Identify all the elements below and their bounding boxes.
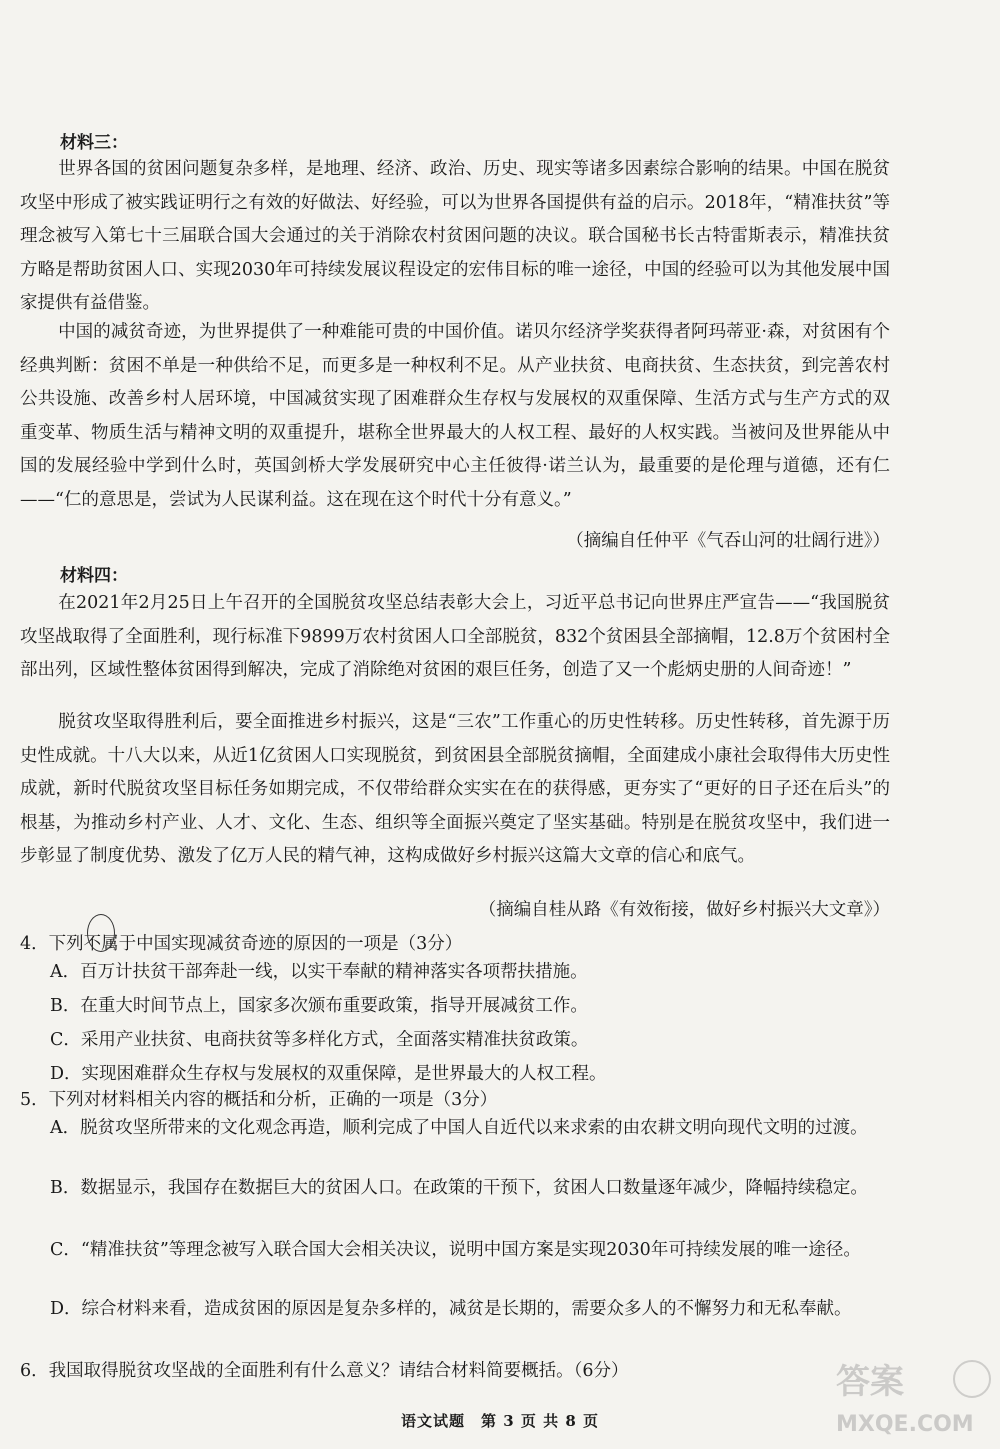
- question-5-stem: 5．下列对材料相关内容的概括和分析，正确的一项是（3分）: [20, 1090, 498, 1110]
- material3-paragraph-1: 世界各国的贫困问题复杂多样，是地理、经济、政治、历史、现实等诸多因素综合影响的结果。中国在脱贫攻坚中形成了被实践证明行之有效的好做法、好经验，可以为世界各国提供有益的启示。2018年，“精准扶贫”等理念被写入第七十三届联合国大会通过的关于消除农村贫困问题的决议。联合国秘书长古特雷斯表示，精准扶贫方略是帮助贫困人口、实现2030年可持续发展议程设定的宏伟目标的唯一途径，中国的经验可以为其他发展中国家提供有益借鉴。: [20, 159, 890, 313]
- material3-paragraph-2: 中国的减贫奇迹，为世界提供了一种难能可贵的中国价值。诺贝尔经济学奖获得者阿玛蒂亚·森，对贫困有个经典判断：贫困不单是一种供给不足，而更多是一种权利不足。从产业扶贫、电商扶贫、生态扶贫，到完善农村公共设施、改善乡村人居环境，中国减贫实现了困难群众生存权与发展权的双重保障、生活方式与生产方式的双重变革、物质生活与精神文明的双重提升，堪称全世界最大的人权工程、最好的人权实践。当被问及世界能从中国的发展经验中学到什么时，英国剑桥大学发展研究中心主任彼得·诺兰认为，最重要的是伦理与道德，还有仁——“仁的意思是，尝试为人民谋利益。这在现在这个时代十分有意义。”: [20, 322, 890, 510]
- material4-paragraph-1: 在2021年2月25日上午召开的全国脱贫攻坚总结表彰大会上，习近平总书记向世界庄严宣告——“我国脱贫攻坚战取得了全面胜利，现行标准下9899万农村贫困人口全部脱贫，832个贫困县全部摘帽，12.8万个贫困村全部出列，区域性整体贫困得到解决，完成了消除绝对贫困的艰巨任务，创造了又一个彪炳史册的人间奇迹！”: [20, 593, 890, 680]
- material4-paragraph-2: 脱贫攻坚取得胜利后，要全面推进乡村振兴，这是“三农”工作重心的历史性转移。历史性转移，首先源于历史性成就。十八大以来，从近1亿贫困人口实现脱贫，到贫困县全部脱贫摘帽，全面建成小康社会取得伟大历史性成就，新时代脱贫攻坚目标任务如期完成，不仅带给群众实实在在的获得感，更夯实了“更好的日子还在后头”的根基，为推动乡村产业、人才、文化、生态、组织等全面振兴奠定了坚实基础。特别是在脱贫攻坚中，我们进一步彰显了制度优势、激发了亿万人民的精气神，这构成做好乡村振兴这篇大文章的信心和底气。: [20, 712, 890, 866]
- question-5-option-c: C．“精准扶贫”等理念被写入联合国大会相关决议，说明中国方案是实现2030年可持续发展的唯一途径。: [50, 1240, 861, 1260]
- material4-heading: 材料四：: [60, 566, 128, 586]
- watermark-text-cn: 答案: [836, 1362, 904, 1402]
- question-5-option-a: A．脱贫攻坚所带来的文化观念再造，顺利完成了中国人自近代以来求索的由农耕文明向现代文明的过渡。: [50, 1118, 868, 1138]
- material3-heading: 材料三：: [60, 133, 128, 153]
- question-5-option-b: B．数据显示，我国存在数据巨大的贫困人口。在政策的干预下，贫困人口数量逐年减少，降幅持续稳定。: [50, 1178, 868, 1198]
- question-4-option-d: D．实现困难群众生存权与发展权的双重保障，是世界最大的人权工程。: [50, 1064, 607, 1084]
- question-4-stem: 4．下列不属于中国实现减贫奇迹的原因的一项是（3分）: [20, 934, 463, 954]
- material3-source: （摘编自任仲平《气吞山河的壮阔行进》）: [566, 531, 890, 551]
- question-5-option-d: D．综合材料来看，造成贫困的原因是复杂多样的，减贫是长期的，需要众多人的不懈努力和无私奉献。: [50, 1299, 852, 1319]
- question-4-option-b: B．在重大时间节点上，国家多次颁布重要政策，指导开展减贫工作。: [50, 996, 588, 1016]
- question-4-option-a: A．百万计扶贫干部奔赴一线，以实干奉献的精神落实各项帮扶措施。: [50, 962, 588, 982]
- question-6-stem: 6．我国取得脱贫攻坚战的全面胜利有什么意义？请结合材料简要概括。（6分）: [20, 1361, 629, 1381]
- page-footer: 语文试题 第 3 页 共 8 页: [401, 1412, 599, 1430]
- watermark-text-en: MXQE.COM: [836, 1412, 974, 1437]
- question-4-option-c: C．采用产业扶贫、电商扶贫等多样化方式，全面落实精准扶贫政策。: [50, 1030, 589, 1050]
- material4-source: （摘编自桂从路《有效衔接，做好乡村振兴大文章》）: [478, 900, 890, 920]
